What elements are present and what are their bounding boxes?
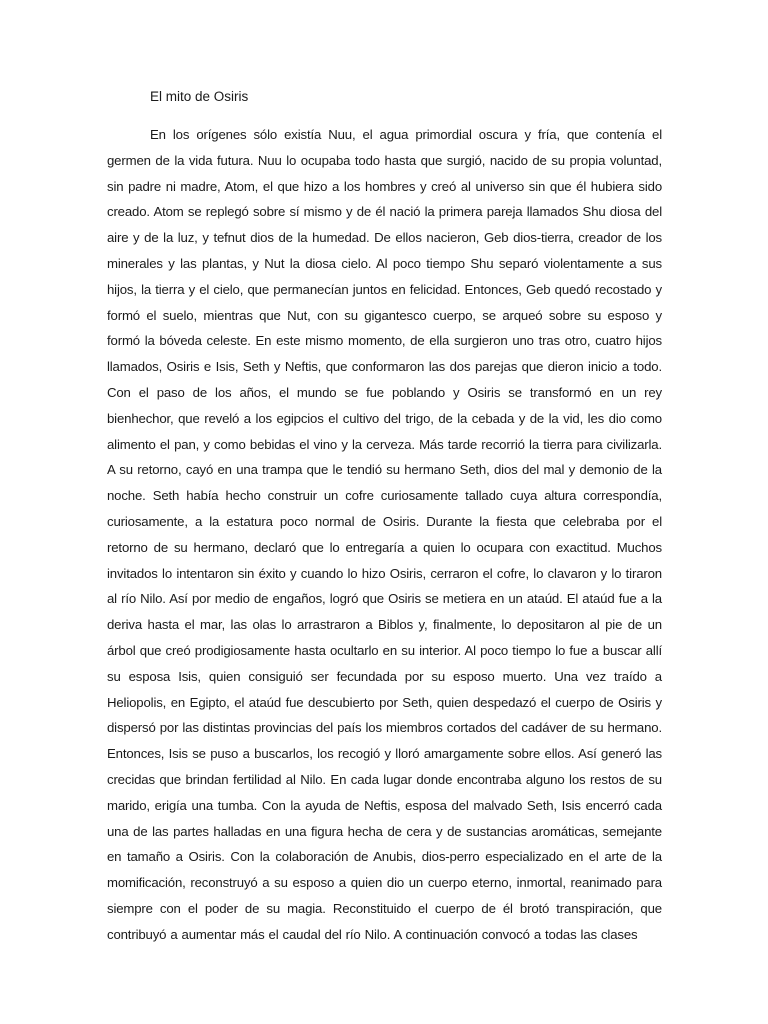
document-title: El mito de Osiris	[150, 89, 249, 104]
body-paragraph: En los orígenes sólo existía Nuu, el agua primordial oscura y fría, que contenía el germen de la vida futura. Nuu lo ocupaba todo hasta que surgió, nacido de su propia voluntad, sin padre ni madre, Atom, el que hizo a los hombres y creó al universo sin que él hubiera sido creado. Atom se replegó sobre sí mismo y de él nació la primera pareja llamados Shu diosa del aire y de la luz, y tefnut dios de la humedad. De ellos nacieron, Geb dios-tierra, creador de los minerales y las plantas, y Nut la diosa cielo. Al poco tiempo Shu separó violentamente a sus hijos, la tierra y el cielo, que permanecían juntos en felicidad. Entonces, Geb quedó recostado y formó el suelo, mientras que Nut, con su gigantesco cuerpo, se arqueó sobre su esposo y formó la bóveda celeste. En este mismo momento, de ella surgieron uno tras otro, cuatro hijos llamados, Osiris e Isis, Seth y Neftis, que conformaron las dos parejas que dieron inicio a todo. Con el paso de los años, el mundo se fue poblando y Osiris se transformó en un rey bienhechor, que reveló a los egipcios el cultivo del trigo, de la cebada y de la vid, les dio como alimento el pan, y como bebidas el vino y la cerveza. Más tarde recorrió la tierra para civilizarla. A su retorno, cayó en una trampa que le tendió su hermano Seth, dios del mal y demonio de la noche. Seth había hecho construir un cofre curiosamente tallado cuya altura correspondía, curiosamente, a la estatura poco normal de Osiris. Durante la fiesta que celebraba por el retorno de su hermano, declaró que lo entregaría a quien lo ocupara con exactitud. Muchos invitados lo intentaron sin éxito y cuando lo hizo Osiris, cerraron el cofre, lo clavaron y lo tiraron al río Nilo. Así por medio de engaños, logró que Osiris se metiera en un ataúd. El ataúd fue a la deriva hasta el mar, las olas lo arrastraron a Biblos y, finalmente, lo depositaron al pie de un árbol que creó prodigiosamente hasta ocultarlo en su interior. Al poco tiempo lo fue a buscar allí su esposa Isis, quien consiguió ser fecundada por su esposo muerto. Una vez traído a Heliopolis, en Egipto, el ataúd fue descubierto por Seth, quien despedazó el cuerpo de Osiris y dispersó por las distintas provincias del país los miembros cortados del cadáver de su hermano. Entonces, Isis se puso a buscarlos, los recogió y lloró amargamente sobre ellos. Así generó las crecidas que brindan fertilidad al Nilo. En cada lugar donde encontraba alguno los restos de su marido, erigía una tumba. Con la ayuda de Neftis, esposa del malvado Seth, Isis encerró cada una de las partes halladas en una figura hecha de cera y de sustancias aromáticas, semejante en tamaño a Osiris. Con la colaboración de Anubis, dios-perro especializado en el arte de la momificación, reconstruyó a su esposo a quien dio un cuerpo eterno, inmortal, reanimado para siempre con el poder de su magia. Reconstituido el cuerpo de él brotó transpiración, que contribuyó a aumentar más el caudal del río Nilo. A continuación convocó a todas las clases	[107, 127, 662, 942]
